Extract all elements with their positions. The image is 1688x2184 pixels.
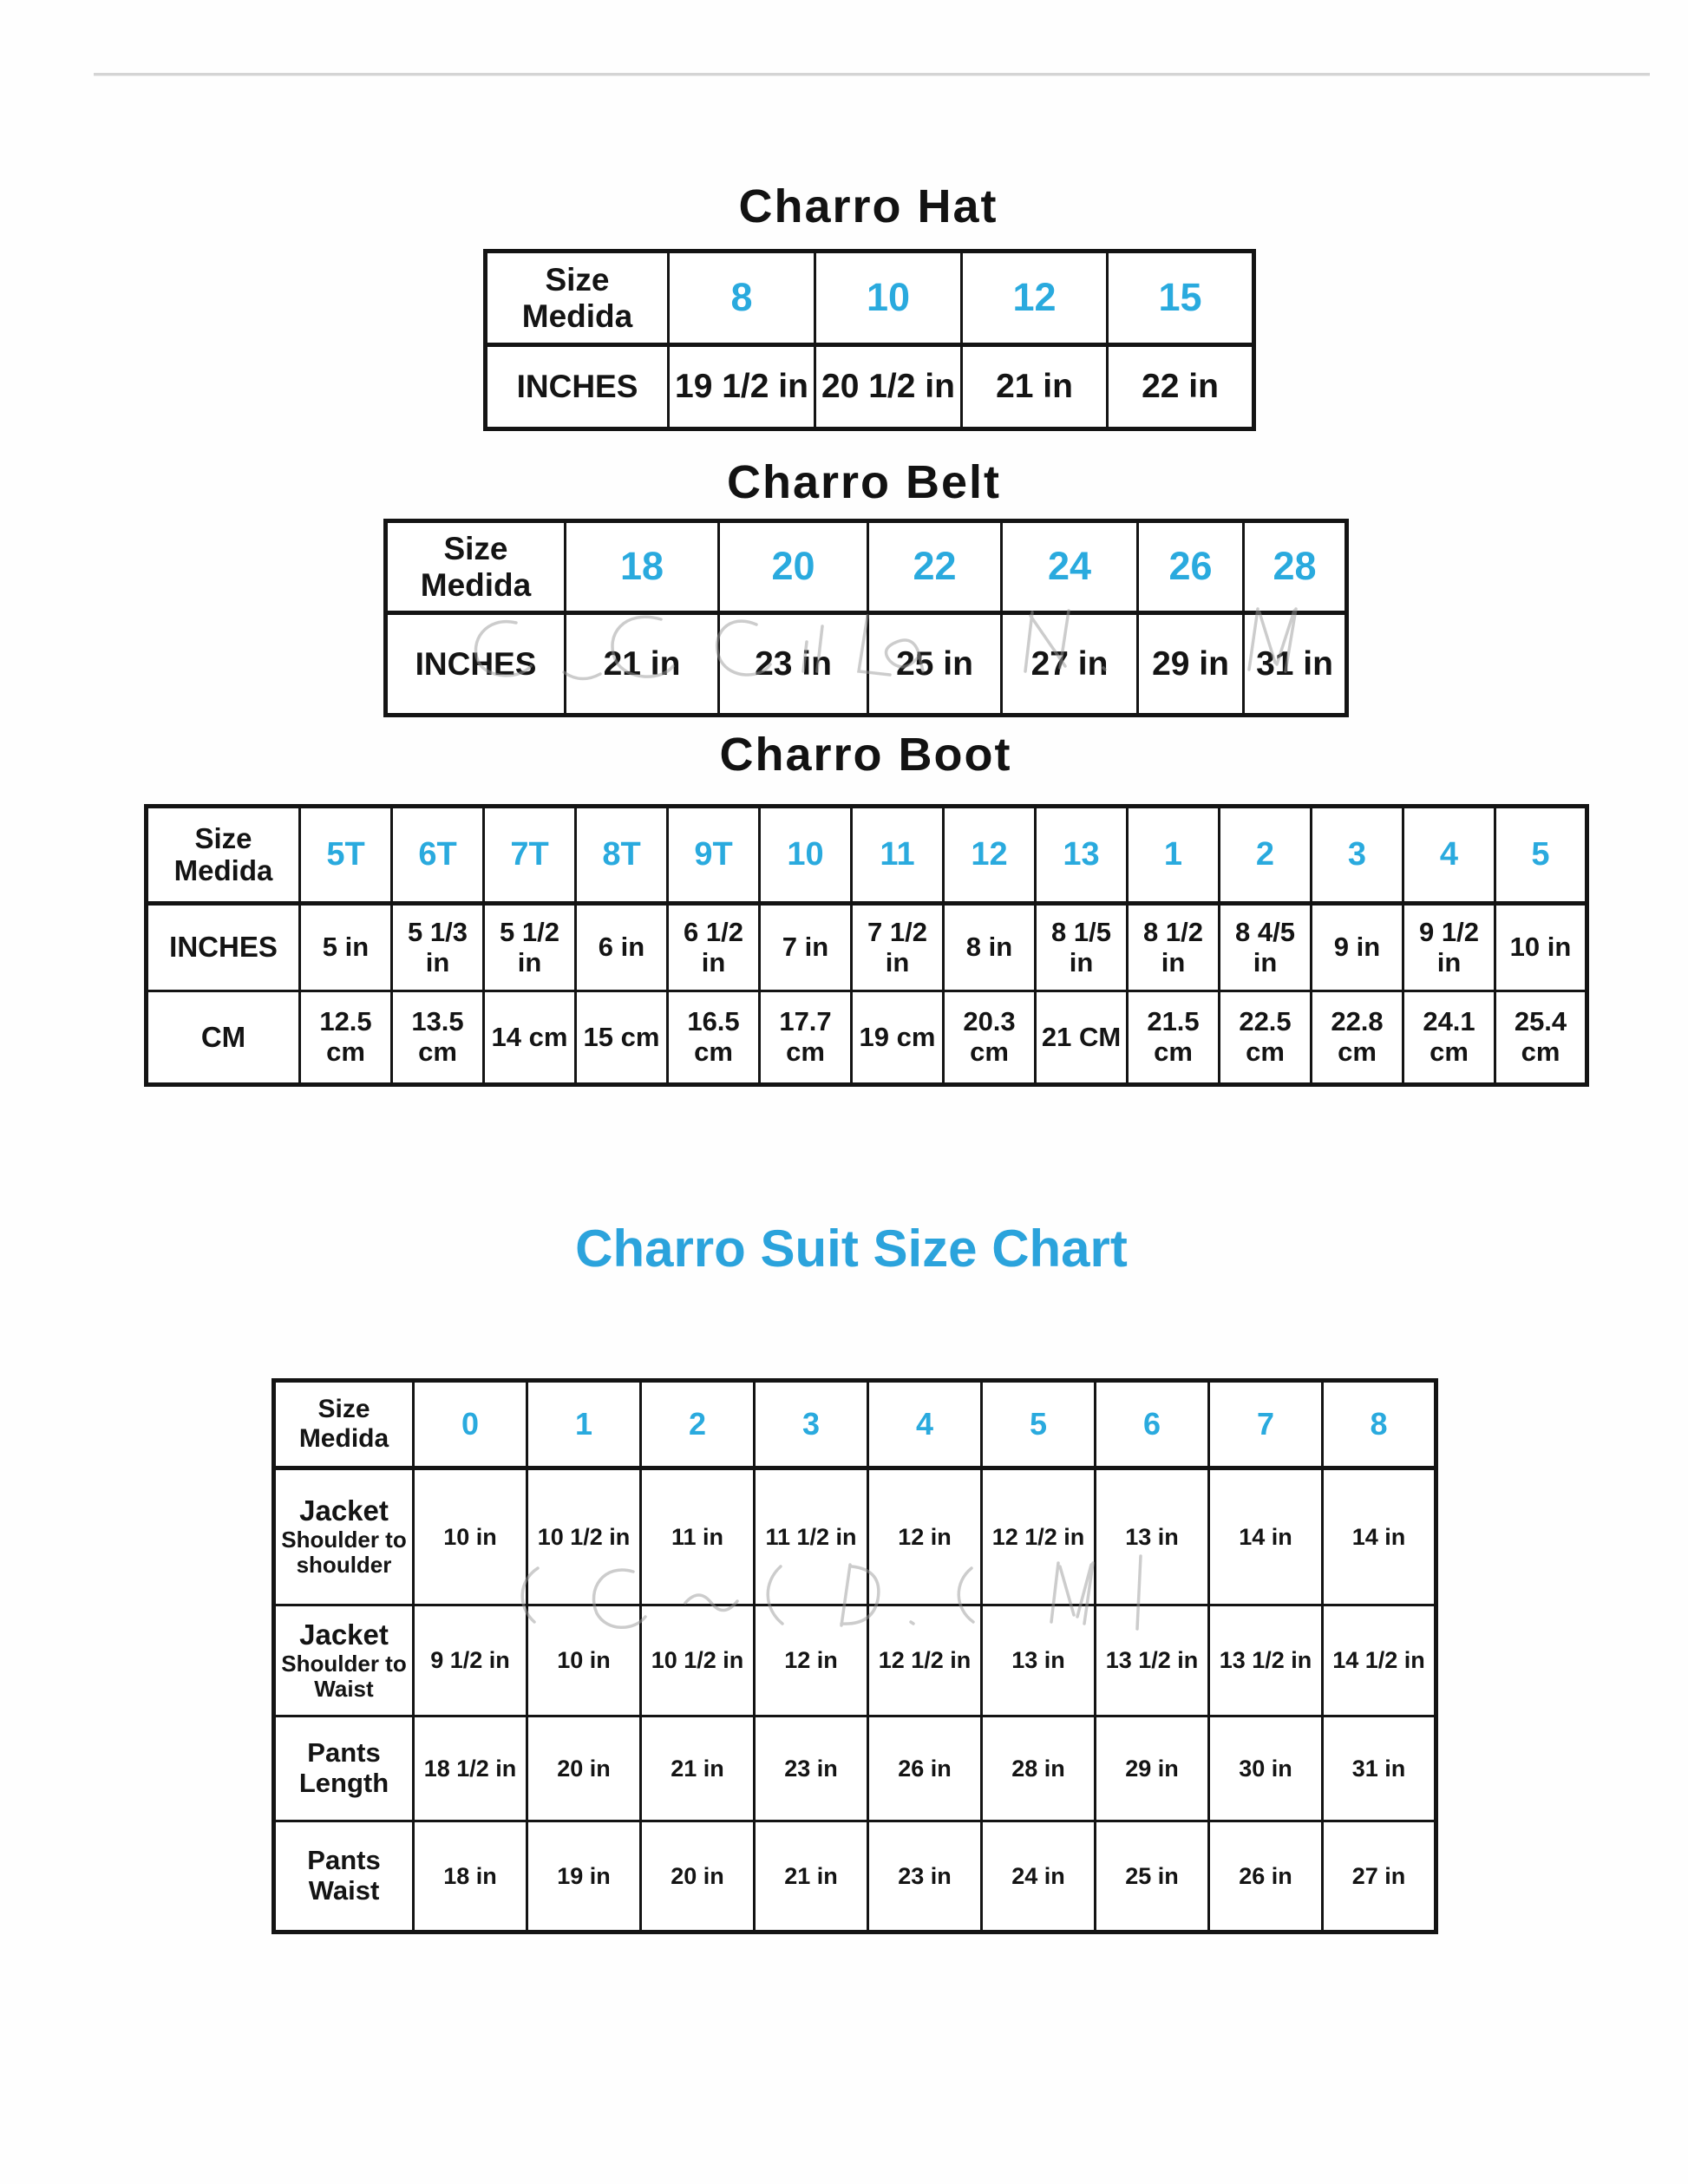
- suit-value-cell: 30 in: [1209, 1716, 1323, 1821]
- hat-inches-cell: 22 in: [1108, 345, 1254, 429]
- suit-value-cell: 20 in: [641, 1821, 755, 1932]
- boot-size-cell: 2: [1220, 807, 1312, 904]
- hat-size-cell: 12: [962, 252, 1108, 345]
- suit-value-cell: 14 in: [1209, 1468, 1323, 1605]
- suit-size-cell: 4: [868, 1381, 982, 1468]
- boot-cm-label: CM: [147, 991, 300, 1085]
- belt-inches-cell: 27 in: [1002, 613, 1138, 716]
- suit-value-cell: 12 in: [868, 1468, 982, 1605]
- boot-cm-cell: 17.7 cm: [760, 991, 852, 1085]
- boot-size-cell: 9T: [668, 807, 760, 904]
- boot-size-cell: 13: [1036, 807, 1128, 904]
- boot-cm-cell: 20.3 cm: [944, 991, 1036, 1085]
- boot-size-cell: 4: [1403, 807, 1495, 904]
- suit-value-cell: 18 in: [414, 1821, 527, 1932]
- belt-size-cell: 24: [1002, 521, 1138, 613]
- belt-inches-cell: 21 in: [566, 613, 719, 716]
- boot-inches-cell: 7 1/2 in: [852, 904, 944, 991]
- suit-value-cell: 10 in: [527, 1605, 641, 1716]
- boot-title: Charro Boot: [719, 729, 1012, 781]
- suit-value-cell: 27 in: [1323, 1821, 1436, 1932]
- hat-header-row: [486, 252, 1254, 345]
- boot-inches-cell: 5 1/3 in: [392, 904, 484, 991]
- hat-size-label: Size Medida: [486, 252, 669, 345]
- suit-pants-waist-row: [274, 1821, 1436, 1932]
- suit-value-cell: 18 1/2 in: [414, 1716, 527, 1821]
- suit-value-cell: 10 1/2 in: [527, 1468, 641, 1605]
- boot-size-cell: 5T: [300, 807, 392, 904]
- boot-cm-cell: 21.5 cm: [1128, 991, 1220, 1085]
- suit-value-cell: 23 in: [868, 1821, 982, 1932]
- suit-size-cell: 5: [982, 1381, 1096, 1468]
- belt-size-cell: 26: [1138, 521, 1244, 613]
- hat-size-cell: 15: [1108, 252, 1254, 345]
- suit-value-cell: 11 1/2 in: [755, 1468, 868, 1605]
- belt-size-cell: 18: [566, 521, 719, 613]
- belt-inches-cell: 25 in: [868, 613, 1002, 716]
- suit-value-cell: 12 in: [755, 1605, 868, 1716]
- boot-inches-cell: 8 in: [944, 904, 1036, 991]
- hat-inches-cell: 19 1/2 in: [669, 345, 815, 429]
- suit-value-cell: 26 in: [868, 1716, 982, 1821]
- suit-value-cell: 31 in: [1323, 1716, 1436, 1821]
- watermark-overlay: [434, 590, 1353, 694]
- boot-size-cell: 7T: [484, 807, 576, 904]
- belt-size-cell: 22: [868, 521, 1002, 613]
- boot-inches-cell: 6 1/2 in: [668, 904, 760, 991]
- suit-value-cell: 25 in: [1096, 1821, 1209, 1932]
- suit-value-cell: 26 in: [1209, 1821, 1323, 1932]
- suit-value-cell: 10 1/2 in: [641, 1605, 755, 1716]
- boot-cm-cell: 13.5 cm: [392, 991, 484, 1085]
- suit-row-label-line2: Length: [298, 1768, 389, 1798]
- suit-value-cell: 10 in: [414, 1468, 527, 1605]
- belt-title: Charro Belt: [726, 456, 1002, 508]
- boot-size-cell: 3: [1312, 807, 1403, 904]
- belt-inches-cell: 29 in: [1138, 613, 1244, 716]
- boot-cm-cell: 16.5 cm: [668, 991, 760, 1085]
- boot-inches-cell: 8 1/5 in: [1036, 904, 1128, 991]
- suit-size-cell: 2: [641, 1381, 755, 1468]
- suit-row-label: [274, 1716, 414, 1821]
- boot-inches-row: [147, 904, 1587, 991]
- boot-inches-cell: 5 1/2 in: [484, 904, 576, 991]
- suit-value-cell: 13 1/2 in: [1209, 1605, 1323, 1716]
- suit-value-cell: 23 in: [755, 1716, 868, 1821]
- belt-inches-cell: 23 in: [719, 613, 868, 716]
- hat-inches-row: [486, 345, 1254, 429]
- suit-value-cell: 13 1/2 in: [1096, 1605, 1209, 1716]
- suit-value-cell: 28 in: [982, 1716, 1096, 1821]
- boot-table: [144, 804, 1589, 1087]
- hat-size-cell: 10: [815, 252, 962, 345]
- suit-value-cell: 12 1/2 in: [868, 1605, 982, 1716]
- suit-value-cell: 29 in: [1096, 1716, 1209, 1821]
- boot-size-cell: 8T: [576, 807, 668, 904]
- boot-inches-cell: 6 in: [576, 904, 668, 991]
- boot-size-cell: 12: [944, 807, 1036, 904]
- suit-value-cell: 14 in: [1323, 1468, 1436, 1605]
- suit-pants-length-row: [274, 1716, 1436, 1821]
- belt-size-cell: 28: [1244, 521, 1347, 613]
- suit-size-cell: 0: [414, 1381, 527, 1468]
- belt-size-cell: 20: [719, 521, 868, 613]
- suit-value-cell: 11 in: [641, 1468, 755, 1605]
- suit-row-label-line2: Waist: [308, 1875, 380, 1906]
- boot-inches-cell: 7 in: [760, 904, 852, 991]
- suit-row-label-line1: Jacket: [299, 1618, 389, 1651]
- top-divider-line: [94, 73, 1650, 76]
- suit-value-cell: 9 1/2 in: [414, 1605, 527, 1716]
- suit-header-row: [274, 1381, 1436, 1468]
- boot-size-cell: 5: [1495, 807, 1587, 904]
- suit-size-cell: 8: [1323, 1381, 1436, 1468]
- belt-inches-cell: 31 in: [1244, 613, 1347, 716]
- suit-size-cell: 3: [755, 1381, 868, 1468]
- boot-cm-row: [147, 991, 1587, 1085]
- belt-inches-label: INCHES: [386, 613, 566, 716]
- boot-size-cell: 6T: [392, 807, 484, 904]
- suit-row-label: [274, 1605, 414, 1716]
- hat-table: [483, 249, 1256, 431]
- hat-inches-label: INCHES: [486, 345, 669, 429]
- boot-inches-cell: 8 4/5 in: [1220, 904, 1312, 991]
- boot-cm-cell: 14 cm: [484, 991, 576, 1085]
- boot-inches-cell: 9 in: [1312, 904, 1403, 991]
- suit-value-cell: 13 in: [1096, 1468, 1209, 1605]
- boot-inches-cell: 9 1/2 in: [1403, 904, 1495, 991]
- boot-inches-cell: 8 1/2 in: [1128, 904, 1220, 991]
- suit-title: Charro Suit Size Chart: [575, 1220, 1128, 1278]
- suit-table: [272, 1378, 1438, 1934]
- belt-size-label: Size Medida: [386, 521, 566, 613]
- suit-size-cell: 1: [527, 1381, 641, 1468]
- suit-row-label-line1: Pants: [307, 1737, 381, 1769]
- boot-inches-cell: 5 in: [300, 904, 392, 991]
- hat-size-cell: 8: [669, 252, 815, 345]
- suit-row-label-line1: Jacket: [299, 1494, 389, 1527]
- suit-size-cell: 7: [1209, 1381, 1323, 1468]
- boot-size-cell: 10: [760, 807, 852, 904]
- suit-row-label-line2: Shoulder to Waist: [281, 1650, 407, 1702]
- boot-size-cell: 1: [1128, 807, 1220, 904]
- boot-cm-cell: 24.1 cm: [1403, 991, 1495, 1085]
- suit-value-cell: 13 in: [982, 1605, 1096, 1716]
- suit-row-label-line1: Pants: [307, 1845, 381, 1876]
- suit-value-cell: 24 in: [982, 1821, 1096, 1932]
- suit-value-cell: 21 in: [641, 1716, 755, 1821]
- hat-title: Charro Hat: [738, 180, 998, 232]
- boot-cm-cell: 22.5 cm: [1220, 991, 1312, 1085]
- suit-row-label: [274, 1468, 414, 1605]
- boot-size-label: Size Medida: [147, 807, 300, 904]
- suit-row-label-line2: Shoulder to shoulder: [281, 1527, 407, 1579]
- boot-header-row: [147, 807, 1587, 904]
- suit-value-cell: 12 1/2 in: [982, 1468, 1096, 1605]
- boot-cm-cell: 25.4 cm: [1495, 991, 1587, 1085]
- suit-value-cell: 21 in: [755, 1821, 868, 1932]
- boot-cm-cell: 22.8 cm: [1312, 991, 1403, 1085]
- boot-inches-label: INCHES: [147, 904, 300, 991]
- suit-value-cell: 19 in: [527, 1821, 641, 1932]
- boot-cm-cell: 21 CM: [1036, 991, 1128, 1085]
- boot-inches-cell: 10 in: [1495, 904, 1587, 991]
- suit-size-cell: 6: [1096, 1381, 1209, 1468]
- hat-inches-cell: 20 1/2 in: [815, 345, 962, 429]
- hat-inches-cell: 21 in: [962, 345, 1108, 429]
- boot-size-cell: 11: [852, 807, 944, 904]
- watermark-overlay: [503, 1542, 1171, 1646]
- suit-value-cell: 20 in: [527, 1716, 641, 1821]
- boot-cm-cell: 19 cm: [852, 991, 944, 1085]
- suit-value-cell: 14 1/2 in: [1323, 1605, 1436, 1716]
- suit-size-label: Size Medida: [274, 1381, 414, 1468]
- suit-row-label: [274, 1821, 414, 1932]
- boot-cm-cell: 15 cm: [576, 991, 668, 1085]
- boot-cm-cell: 12.5 cm: [300, 991, 392, 1085]
